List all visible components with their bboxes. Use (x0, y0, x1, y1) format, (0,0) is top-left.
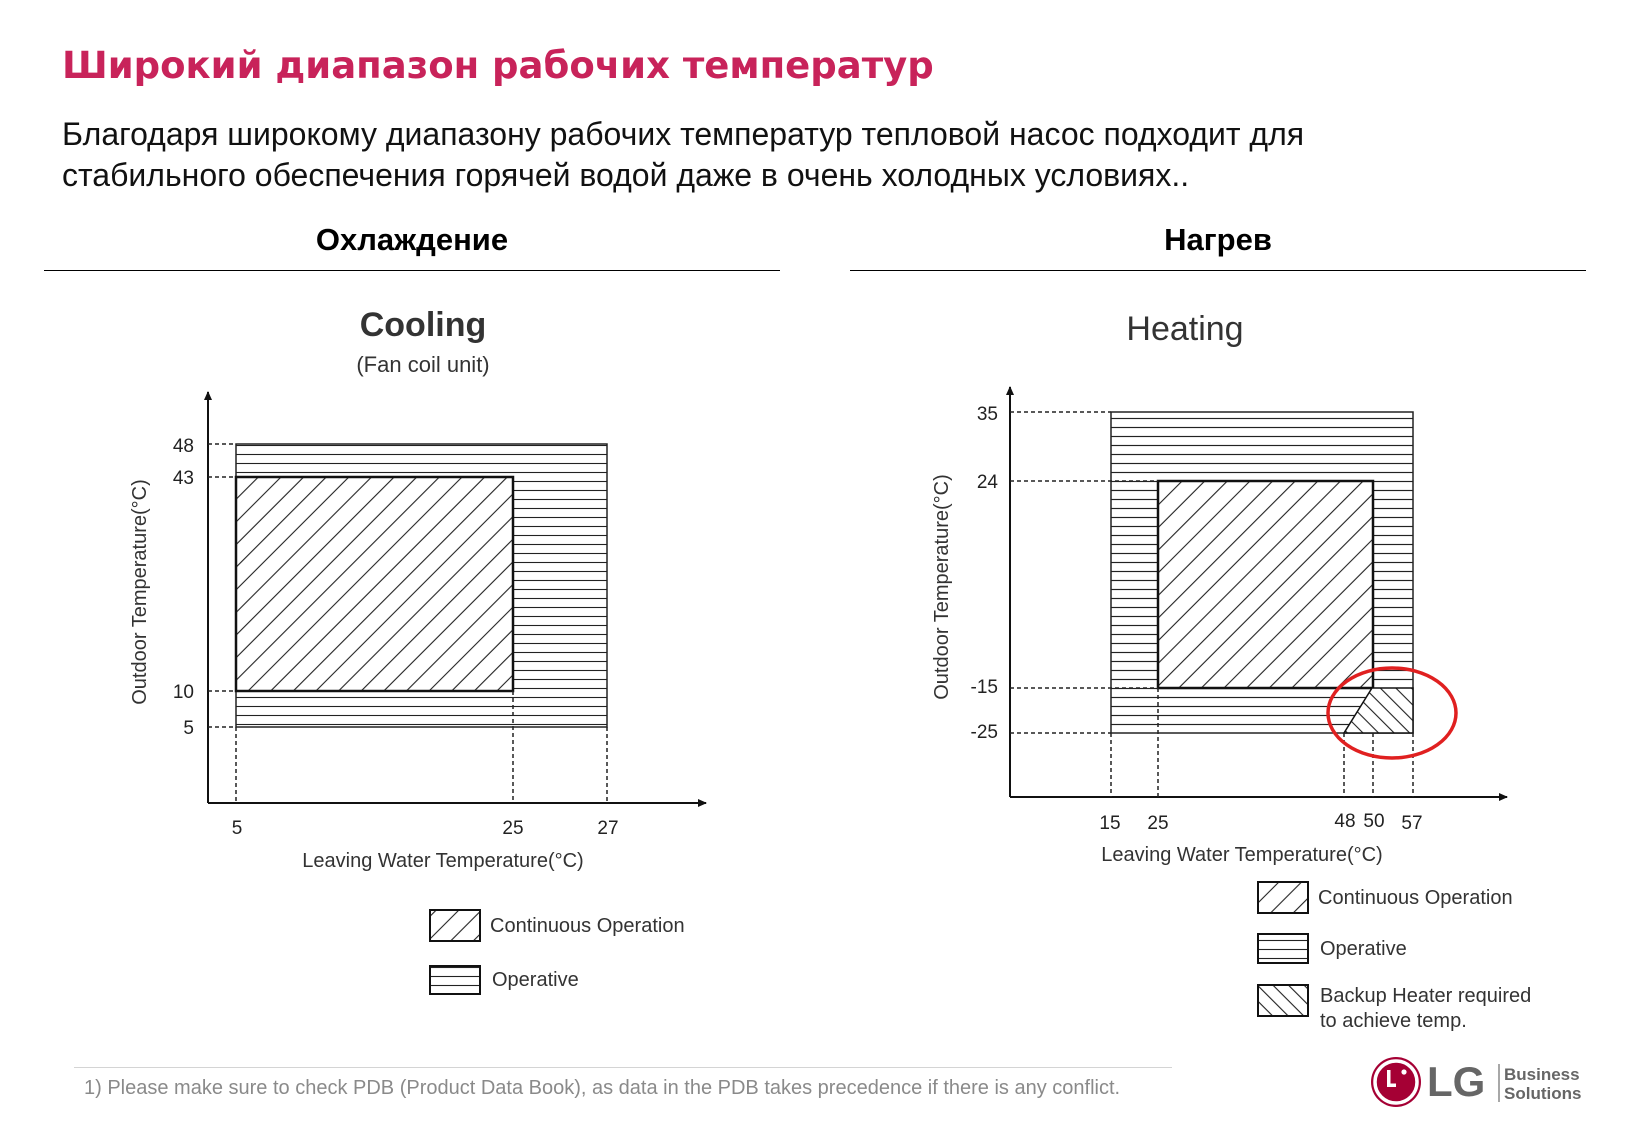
heating-y-tick: -25 (970, 722, 998, 743)
cooling-continuous-region (236, 477, 513, 691)
page-title: Широкий диапазон рабочих температур (62, 44, 934, 87)
cooling-x-axis-label: Leaving Water Temperature(°C) (302, 850, 584, 872)
cooling-chart-subtitle: (Fan coil unit) (356, 352, 490, 377)
heating-legend-label-operative: Operative (1320, 938, 1407, 960)
logo-brand: LG (1427, 1058, 1486, 1105)
cooling-y-tick: 43 (172, 468, 194, 489)
cooling-y-axis-label: Outdoor Temperature(°C) (129, 479, 151, 705)
heating-legend-label-backup-line2: to achieve temp. (1320, 1010, 1467, 1032)
cooling-y-tick: 5 (183, 718, 194, 739)
cooling-chart-title: Cooling (359, 306, 487, 344)
heating-legend-swatch-operative (1258, 934, 1308, 963)
heating-continuous-region (1158, 481, 1373, 688)
cooling-x-tick: 5 (231, 818, 243, 839)
heating-x-axis-label: Leaving Water Temperature(°C) (1101, 844, 1383, 866)
cooling-legend-label-operative: Operative (492, 969, 579, 991)
heating-x-tick: 57 (1401, 813, 1423, 834)
cooling-legend-swatch-operative (430, 966, 480, 994)
cooling-y-tick: 10 (172, 682, 194, 703)
lg-face-icon (1371, 1057, 1421, 1107)
heating-legend-swatch-continuous (1258, 882, 1308, 913)
cooling-x-tick: 25 (502, 818, 524, 839)
footer-divider (74, 1067, 1172, 1068)
logo-line-1: Business (1504, 1065, 1580, 1084)
cooling-x-tick: 27 (597, 818, 619, 839)
lead-line-1: Благодаря широкому диапазону рабочих температур тепловой насос подходит для (62, 116, 1305, 152)
heating-y-tick: 24 (976, 472, 998, 493)
heating-x-tick: 50 (1363, 811, 1385, 832)
section-heading-cooling: Охлаждение (315, 222, 509, 257)
heating-x-tick: 15 (1099, 813, 1121, 834)
heating-y-tick: -15 (970, 677, 998, 698)
cooling-legend-swatch-continuous (430, 910, 480, 941)
cooling-chart (129, 306, 706, 994)
cooling-y-tick: 48 (172, 436, 194, 457)
heating-chart-title: Heating (1126, 310, 1244, 348)
heating-legend-label-backup: Backup Heater required (1320, 985, 1532, 1007)
logo-line-2: Solutions (1504, 1084, 1582, 1103)
heating-legend-swatch-backup (1258, 985, 1308, 1016)
heating-x-tick: 48 (1334, 811, 1356, 832)
section-heading-heating: Нагрев (1164, 222, 1272, 257)
footnote: 1) Please make sure to check PDB (Product Data Book), as data in the PDB takes precedence if there is any conflict. (84, 1077, 1121, 1099)
heating-x-tick: 25 (1147, 813, 1169, 834)
heating-chart (931, 310, 1531, 1032)
heating-y-tick: 35 (976, 404, 998, 425)
lead-line-2: стабильного обеспечения горячей водой даже в очень холодных условиях.. (62, 157, 1190, 193)
cooling-legend-label-continuous: Continuous Operation (490, 915, 685, 937)
heating-y-axis-label: Outdoor Temperature(°C) (931, 474, 953, 700)
heating-legend-label-continuous: Continuous Operation (1318, 887, 1513, 909)
lg-business-solutions-logo (1370, 1052, 1590, 1112)
